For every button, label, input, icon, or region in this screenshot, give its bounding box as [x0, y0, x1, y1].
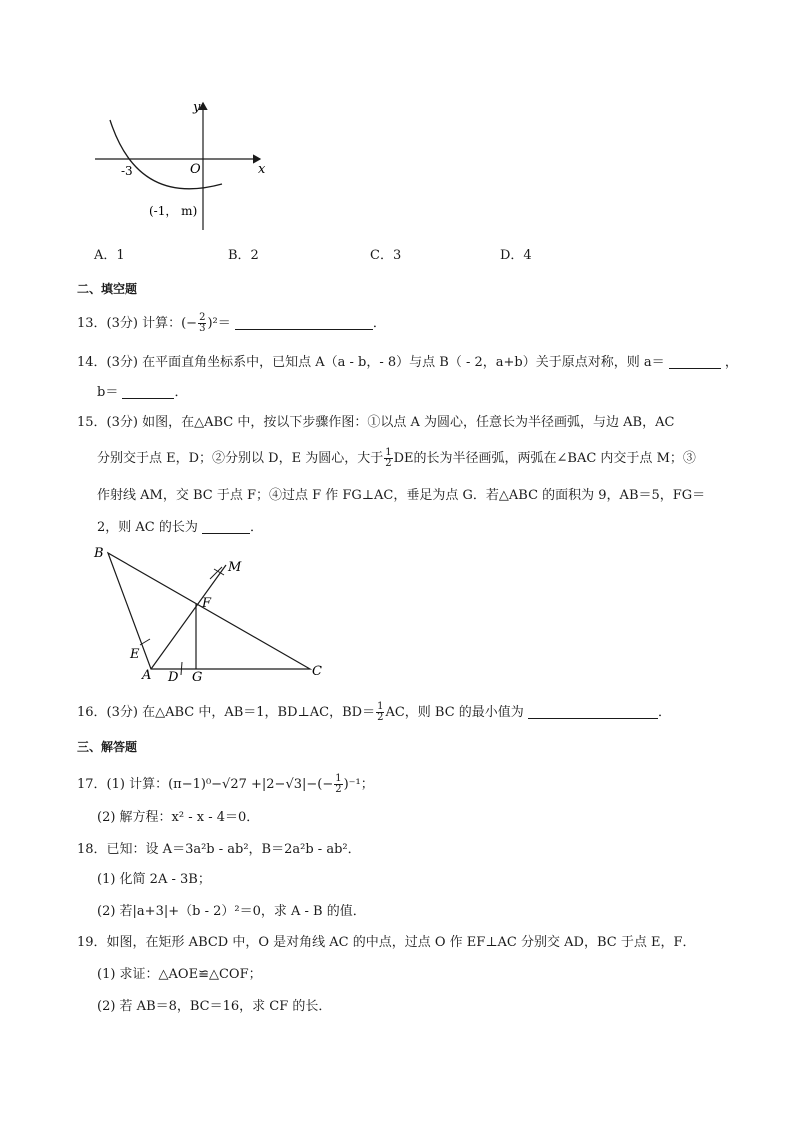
q13-suffix: )²＝ [207, 316, 231, 331]
question-16: 16．(3分) 在△ABC 中，AB＝1，BD⊥AC，BD＝ $\frac{1}{2}$ AC，则 BC 的最小值为 ． [77, 701, 671, 723]
q13-answer-blank[interactable] [235, 315, 373, 330]
q15-fraction: $\frac{1}{2}$ [385, 447, 392, 469]
section-2-title: 二、填空题 [77, 282, 138, 296]
label-f: F [202, 596, 212, 611]
parabola-curve [110, 120, 222, 189]
q17-fraction: $\frac{1}{2}$ [335, 773, 342, 795]
label-e: E [130, 647, 140, 662]
label-m: M [228, 560, 242, 575]
question-14-line2: b＝ ． [97, 385, 188, 400]
q13-fraction: $\frac{2}{3}$ [199, 312, 206, 334]
question-18-line1: 18．已知：设 A＝3a²b - ab²，B＝2a²b - ab²． [77, 842, 361, 857]
option-d: D．4 [500, 248, 532, 263]
question-19-line3: (2) 若 AB＝8，BC＝16，求 CF 的长． [97, 999, 332, 1014]
q14-b-blank[interactable] [122, 384, 174, 399]
question-19-line1: 19．如图，在矩形 ABCD 中，O 是对角线 AC 的中点，过点 O 作 EF⊥AC 分别交 AD，BC 于点 E，F． [77, 935, 696, 950]
question-18-line2: (1) 化简 2A - 3B； [97, 872, 211, 887]
x-axis-label: x [258, 162, 266, 177]
question-17-line1: 17．(1) 计算：(π−1)⁰−√27 +|2−√3|−(− $\frac{1}{2}$ )⁻¹； [77, 773, 374, 795]
tick-label: -3 [121, 164, 133, 178]
question-14-line1: 14．(3分) 在平面直角坐标系中，已知点 A（a - b，- 8）与点 B（ - 2，a+b）关于原点对称，则 a＝ ， [77, 355, 738, 370]
label-c: C [312, 664, 322, 679]
label-g: G [192, 670, 203, 683]
option-a: A．1 [94, 248, 125, 263]
option-b: B．2 [228, 248, 259, 263]
question-17-line2: (2) 解方程：x² - x - 4＝0． [97, 810, 260, 825]
question-13: 13．(3分) 计算：(− $\frac{2}{3}$ )²＝ ． [77, 312, 386, 334]
y-axis-label: y [193, 100, 201, 115]
q15-answer-blank[interactable] [202, 519, 250, 534]
q13-prefix: 13．(3分) 计算：(− [77, 316, 198, 331]
question-15-line4: 2，则 AC 的长为 ． [97, 520, 264, 535]
section-3-title: 三、解答题 [77, 740, 138, 754]
question-15-line3: 作射线 AM，交 BC 于点 F；④过点 F 作 FG⊥AC，垂足为点 G．若△ABC 的面积为 9，AB＝5，FG＝ [97, 488, 706, 503]
label-b: B [94, 546, 104, 561]
q16-fraction: $\frac{1}{2}$ [377, 701, 384, 723]
triangle-figure [88, 545, 328, 683]
label-a: A [142, 668, 152, 683]
vertex-label: (-1， m) [149, 204, 198, 218]
question-19-line2: (1) 求证：△AOE≌△COF； [97, 967, 262, 982]
ray-am [151, 565, 226, 669]
question-15-line2: 分别交于点 E，D；②分别以 D，E 为圆心，大于 $\frac{1}{2}$ DE的长为半径画弧，两弧在∠BAC 内交于点 M；③ [97, 447, 696, 469]
option-c: C．3 [370, 248, 402, 263]
q16-answer-blank[interactable] [528, 704, 658, 719]
parabola-graph [90, 95, 280, 235]
origin-label: O [190, 162, 201, 177]
q14-a-blank[interactable] [669, 354, 721, 369]
arc-d [181, 662, 182, 675]
label-d: D [168, 670, 179, 683]
question-18-line3: (2) 若|a+3|+（b - 2）²＝0，求 A - B 的值． [97, 904, 366, 919]
question-15-line1: 15．(3分) 如图，在△ABC 中，按以下步骤作图：①以点 A 为圆心，任意长为半径画弧，与边 AB，AC [77, 415, 675, 430]
